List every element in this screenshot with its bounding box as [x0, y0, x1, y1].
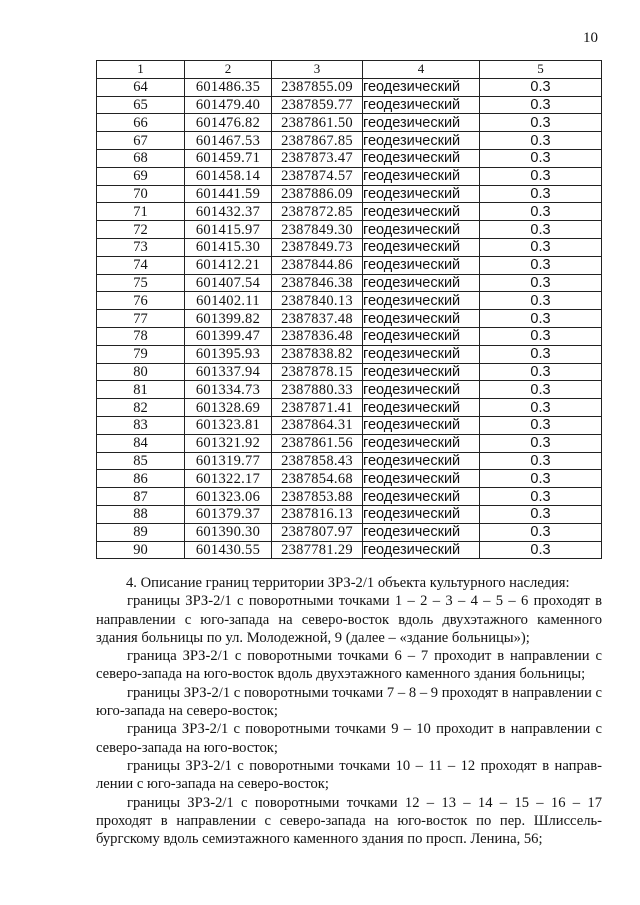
table-row — [97, 327, 602, 345]
cell-x-coordinate: 601323.06 — [185, 488, 272, 506]
table-row — [97, 541, 602, 559]
cell-point-number: 65 — [97, 96, 185, 114]
section-heading: 4. Описание границ территории ЗРЗ-2/1 объекта культурного наследия: — [126, 575, 570, 591]
cell-accuracy: 0.3 — [480, 238, 602, 256]
boundary-paragraph: границы ЗРЗ-2/1 с поворотными точками 7 – 8 – 9 проходят в направлении с юго-запада на северо-восток; — [96, 684, 602, 720]
boundary-description-section — [96, 574, 602, 848]
boundary-paragraph: граница ЗРЗ-2/1 с поворотными точками 9 – 10 проходит в направлении с северо-запада на юго-восток; — [96, 721, 602, 756]
cell-point-number: 74 — [97, 256, 185, 274]
table-row — [97, 185, 602, 203]
cell-accuracy: 0.3 — [480, 132, 602, 150]
cell-y-coordinate: 2387861.56 — [272, 434, 363, 452]
column-header-accuracy: 5 — [480, 61, 602, 79]
boundary-paragraph: границы ЗРЗ-2/1 с поворотными точками 10 – 11 – 12 проходят в направ-лении с юго-запада на северо-восток; — [96, 757, 602, 793]
cell-point-number: 77 — [97, 310, 185, 328]
cell-method: геодезический — [363, 452, 480, 470]
cell-point-number: 71 — [97, 203, 185, 221]
cell-method: геодезический — [363, 238, 480, 256]
cell-x-coordinate: 601321.92 — [185, 434, 272, 452]
column-header-point: 1 — [97, 61, 185, 79]
table-row — [97, 256, 602, 274]
cell-accuracy: 0.3 — [480, 78, 602, 96]
cell-method: геодезический — [363, 363, 480, 381]
table-row — [97, 292, 602, 310]
table-row — [97, 470, 602, 488]
cell-y-coordinate: 2387838.82 — [272, 345, 363, 363]
cell-y-coordinate: 2387859.77 — [272, 96, 363, 114]
cell-y-coordinate: 2387864.31 — [272, 416, 363, 434]
cell-method: геодезический — [363, 167, 480, 185]
boundary-paragraph: граница ЗРЗ-2/1 с поворотными точками 6 – 7 проходит в направлении с северо-запада на юго-восток вдоль двухэтажного каменного здания больницы; — [96, 648, 602, 683]
table-row — [97, 345, 602, 363]
cell-point-number: 75 — [97, 274, 185, 292]
cell-y-coordinate: 2387854.68 — [272, 470, 363, 488]
table-row — [97, 434, 602, 452]
cell-x-coordinate: 601334.73 — [185, 381, 272, 399]
cell-method: геодезический — [363, 185, 480, 203]
cell-x-coordinate: 601319.77 — [185, 452, 272, 470]
cell-x-coordinate: 601402.11 — [185, 292, 272, 310]
table-row — [97, 114, 602, 132]
cell-x-coordinate: 601486.35 — [185, 78, 272, 96]
cell-x-coordinate: 601415.30 — [185, 238, 272, 256]
cell-y-coordinate: 2387837.48 — [272, 310, 363, 328]
cell-accuracy: 0.3 — [480, 541, 602, 559]
cell-x-coordinate: 601415.97 — [185, 221, 272, 239]
cell-method: геодезический — [363, 470, 480, 488]
cell-accuracy: 0.3 — [480, 185, 602, 203]
cell-point-number: 67 — [97, 132, 185, 150]
cell-x-coordinate: 601399.82 — [185, 310, 272, 328]
table-header-row — [97, 61, 602, 79]
cell-y-coordinate: 2387867.85 — [272, 132, 363, 150]
cell-point-number: 73 — [97, 238, 185, 256]
cell-point-number: 69 — [97, 167, 185, 185]
cell-method: геодезический — [363, 416, 480, 434]
table-row — [97, 523, 602, 541]
cell-x-coordinate: 601479.40 — [185, 96, 272, 114]
cell-y-coordinate: 2387781.29 — [272, 541, 363, 559]
cell-accuracy: 0.3 — [480, 167, 602, 185]
cell-accuracy: 0.3 — [480, 327, 602, 345]
table-row — [97, 149, 602, 167]
cell-accuracy: 0.3 — [480, 221, 602, 239]
cell-point-number: 70 — [97, 185, 185, 203]
table-row — [97, 399, 602, 417]
cell-method: геодезический — [363, 149, 480, 167]
table-row — [97, 310, 602, 328]
table-row — [97, 96, 602, 114]
cell-x-coordinate: 601399.47 — [185, 327, 272, 345]
cell-point-number: 68 — [97, 149, 185, 167]
cell-y-coordinate: 2387840.13 — [272, 292, 363, 310]
cell-y-coordinate: 2387872.85 — [272, 203, 363, 221]
cell-accuracy: 0.3 — [480, 363, 602, 381]
cell-accuracy: 0.3 — [480, 523, 602, 541]
cell-point-number: 87 — [97, 488, 185, 506]
cell-x-coordinate: 601322.17 — [185, 470, 272, 488]
cell-y-coordinate: 2387807.97 — [272, 523, 363, 541]
cell-y-coordinate: 2387886.09 — [272, 185, 363, 203]
cell-x-coordinate: 601459.71 — [185, 149, 272, 167]
cell-x-coordinate: 601395.93 — [185, 345, 272, 363]
cell-x-coordinate: 601467.53 — [185, 132, 272, 150]
cell-y-coordinate: 2387871.41 — [272, 399, 363, 417]
cell-accuracy: 0.3 — [480, 292, 602, 310]
cell-accuracy: 0.3 — [480, 274, 602, 292]
cell-accuracy: 0.3 — [480, 114, 602, 132]
cell-method: геодезический — [363, 541, 480, 559]
cell-point-number: 88 — [97, 505, 185, 523]
table-row — [97, 274, 602, 292]
cell-method: геодезический — [363, 256, 480, 274]
table-row — [97, 132, 602, 150]
cell-method: геодезический — [363, 203, 480, 221]
cell-x-coordinate: 601432.37 — [185, 203, 272, 221]
cell-y-coordinate: 2387861.50 — [272, 114, 363, 132]
cell-point-number: 86 — [97, 470, 185, 488]
cell-x-coordinate: 601323.81 — [185, 416, 272, 434]
table-row — [97, 381, 602, 399]
cell-point-number: 81 — [97, 381, 185, 399]
cell-accuracy: 0.3 — [480, 345, 602, 363]
cell-method: геодезический — [363, 399, 480, 417]
cell-point-number: 76 — [97, 292, 185, 310]
cell-point-number: 89 — [97, 523, 185, 541]
cell-method: геодезический — [363, 434, 480, 452]
cell-method: геодезический — [363, 114, 480, 132]
cell-y-coordinate: 2387816.13 — [272, 505, 363, 523]
table-row — [97, 363, 602, 381]
cell-point-number: 64 — [97, 78, 185, 96]
cell-x-coordinate: 601337.94 — [185, 363, 272, 381]
cell-x-coordinate: 601430.55 — [185, 541, 272, 559]
cell-point-number: 83 — [97, 416, 185, 434]
column-header-y: 3 — [272, 61, 363, 79]
cell-point-number: 72 — [97, 221, 185, 239]
cell-method: геодезический — [363, 132, 480, 150]
cell-x-coordinate: 601407.54 — [185, 274, 272, 292]
cell-y-coordinate: 2387855.09 — [272, 78, 363, 96]
cell-x-coordinate: 601441.59 — [185, 185, 272, 203]
table-row — [97, 238, 602, 256]
cell-method: геодезический — [363, 221, 480, 239]
table-row — [97, 221, 602, 239]
cell-accuracy: 0.3 — [480, 399, 602, 417]
cell-accuracy: 0.3 — [480, 381, 602, 399]
column-header-method: 4 — [363, 61, 480, 79]
cell-accuracy: 0.3 — [480, 416, 602, 434]
cell-y-coordinate: 2387849.73 — [272, 238, 363, 256]
cell-accuracy: 0.3 — [480, 96, 602, 114]
table-row — [97, 416, 602, 434]
cell-y-coordinate: 2387846.38 — [272, 274, 363, 292]
page-number: 10 — [583, 30, 598, 46]
cell-point-number: 85 — [97, 452, 185, 470]
cell-x-coordinate: 601390.30 — [185, 523, 272, 541]
cell-x-coordinate: 601476.82 — [185, 114, 272, 132]
cell-point-number: 80 — [97, 363, 185, 381]
cell-method: геодезический — [363, 274, 480, 292]
cell-accuracy: 0.3 — [480, 505, 602, 523]
cell-method: геодезический — [363, 488, 480, 506]
cell-x-coordinate: 601379.37 — [185, 505, 272, 523]
cell-point-number: 79 — [97, 345, 185, 363]
cell-accuracy: 0.3 — [480, 452, 602, 470]
cell-method: геодезический — [363, 310, 480, 328]
cell-method: геодезический — [363, 327, 480, 345]
boundary-paragraph: границы ЗРЗ-2/1 с поворотными точками 1 – 2 – 3 – 4 – 5 – 6 проходят в направлении с юго-запада на северо-восток вдоль двухэтажного каменного здания больницы по ул. Молодежной, 9 (далее – «здание больницы»); — [96, 593, 602, 646]
coordinates-table — [96, 60, 602, 559]
cell-y-coordinate: 2387836.48 — [272, 327, 363, 345]
table-row — [97, 167, 602, 185]
cell-point-number: 84 — [97, 434, 185, 452]
cell-point-number: 66 — [97, 114, 185, 132]
table-row — [97, 203, 602, 221]
cell-x-coordinate: 601458.14 — [185, 167, 272, 185]
cell-method: геодезический — [363, 292, 480, 310]
cell-method: геодезический — [363, 505, 480, 523]
cell-method: геодезический — [363, 381, 480, 399]
cell-accuracy: 0.3 — [480, 203, 602, 221]
cell-y-coordinate: 2387873.47 — [272, 149, 363, 167]
cell-accuracy: 0.3 — [480, 256, 602, 274]
cell-y-coordinate: 2387853.88 — [272, 488, 363, 506]
cell-x-coordinate: 601412.21 — [185, 256, 272, 274]
cell-method: геодезический — [363, 96, 480, 114]
cell-y-coordinate: 2387849.30 — [272, 221, 363, 239]
cell-point-number: 78 — [97, 327, 185, 345]
boundary-paragraph: границы ЗРЗ-2/1 с поворотными точками 12 – 13 – 14 – 15 – 16 – 17 проходят в направлении с северо-запада на юго-восток по пер. Шлиссель-бургскому вдоль семиэтажного каменного здания по просп. Ленина, 56; — [96, 794, 602, 848]
cell-accuracy: 0.3 — [480, 310, 602, 328]
cell-y-coordinate: 2387878.15 — [272, 363, 363, 381]
cell-y-coordinate: 2387844.86 — [272, 256, 363, 274]
table-body — [97, 78, 602, 559]
cell-method: геодезический — [363, 523, 480, 541]
cell-y-coordinate: 2387858.43 — [272, 452, 363, 470]
cell-y-coordinate: 2387880.33 — [272, 381, 363, 399]
cell-x-coordinate: 601328.69 — [185, 399, 272, 417]
table-row — [97, 452, 602, 470]
cell-method: геодезический — [363, 345, 480, 363]
cell-accuracy: 0.3 — [480, 470, 602, 488]
cell-method: геодезический — [363, 78, 480, 96]
cell-accuracy: 0.3 — [480, 488, 602, 506]
column-header-x: 2 — [185, 61, 272, 79]
table-row — [97, 505, 602, 523]
cell-point-number: 82 — [97, 399, 185, 417]
cell-y-coordinate: 2387874.57 — [272, 167, 363, 185]
table-row — [97, 78, 602, 96]
table-row — [97, 488, 602, 506]
cell-accuracy: 0.3 — [480, 149, 602, 167]
cell-point-number: 90 — [97, 541, 185, 559]
cell-accuracy: 0.3 — [480, 434, 602, 452]
